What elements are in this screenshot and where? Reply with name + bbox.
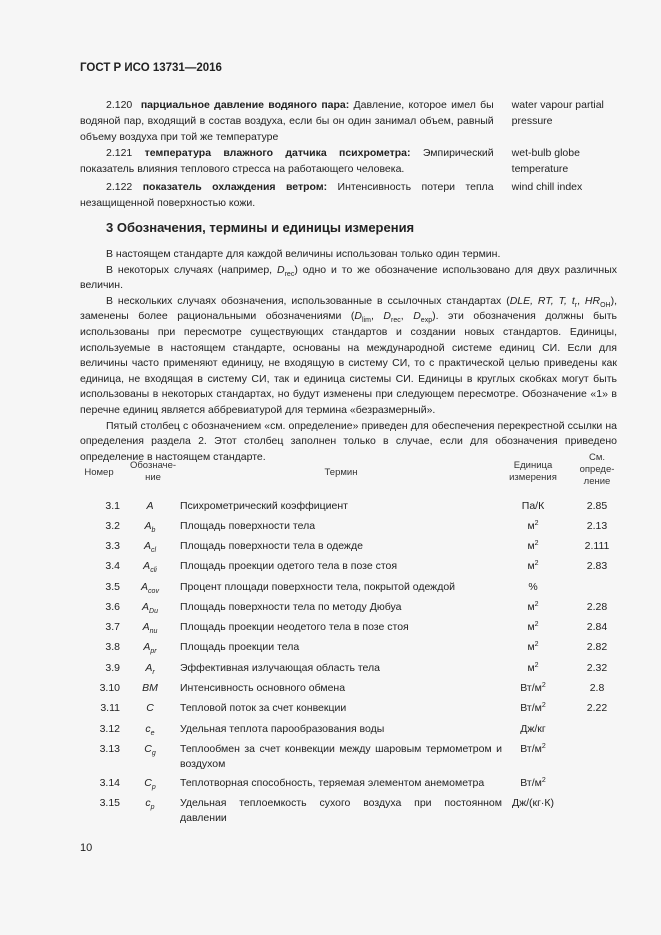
definition-english: water vapour partial pressure [511, 99, 604, 127]
row-term: Интенсивность основного обмена [180, 682, 346, 694]
row-symbol: $A_b$ [144, 520, 156, 534]
row-term: Площадь проекции тела [180, 641, 300, 653]
row-reference: 2.84 [586, 621, 608, 633]
definition-number: 2.122 [106, 181, 133, 193]
row-number: 3.14 [99, 777, 120, 789]
row-number: 3.4 [105, 560, 120, 572]
row-unit: $Вт/м^2$ [520, 777, 546, 789]
row-term: Удельная теплоемкость сухого воздуха при постоянном давлении [180, 797, 502, 824]
row-term: Процент площади поверхности тела, покрытой одеждой [180, 581, 456, 593]
header-reference: См. опреде-ление [579, 452, 615, 487]
row-number: 3.12 [99, 723, 120, 735]
row-symbol: $A_{cl}$ [143, 540, 157, 554]
definition-term: температура влажного датчика психрометра: [144, 147, 411, 159]
row-reference: 2.83 [586, 560, 608, 572]
row-term: Удельная теплота парообразования воды [180, 723, 385, 735]
definition-number: 2.120 [106, 99, 133, 111]
row-term: Площадь поверхности тела по методу Дюбуа [180, 601, 402, 613]
row-reference: 2.28 [586, 601, 608, 613]
paragraph-1: В настоящем стандарте для каждой величины использован только один термин. [106, 248, 501, 260]
row-reference: 2.32 [586, 662, 608, 674]
row-unit: $м^2$ [527, 560, 539, 572]
row-symbol: BM [142, 682, 158, 694]
row-symbol: $A_{Du}$ [142, 601, 158, 615]
document-header: ГОСТ Р ИСО 13731—2016 [80, 62, 222, 74]
row-unit: $Вт/м^2$ [520, 743, 546, 755]
row-unit: $м^2$ [527, 621, 539, 633]
definition-text: Давление, которое имел бы водяной пар, входящий в состав воздуха, если бы он один занимал объем, равный объему воздуха при той же температуре [80, 99, 494, 143]
paragraph-2: В некоторых случаях (например, $D_{rec}$) одно и то же обозначение использовано для двух различных величин. [80, 263, 617, 292]
row-symbol: $C_g$ [144, 743, 156, 757]
row-symbol: A [146, 500, 154, 512]
row-number: 3.9 [105, 662, 120, 674]
row-term: Психрометрический коэффициент [180, 500, 348, 512]
row-unit: Дж/(кг·К) [511, 797, 555, 809]
row-unit: $м^2$ [527, 540, 539, 552]
row-symbol: $C_p$ [144, 777, 156, 791]
header-number: Номер [84, 467, 114, 478]
row-term: Теплообмен за счет конвекции между шаровым термометром и воздухом [180, 743, 502, 770]
paragraph-4: Пятый столбец с обозначением «см. определение» приведен для обеспечения перекрестной ссылки на определения раздела 2. Этот столбец заполнен только в случае, если для обозначения приведено определение в настоящем стандарте. [80, 419, 617, 463]
row-symbol: $A_{cov}$ [141, 581, 159, 595]
row-unit: % [528, 581, 538, 593]
row-term: Площадь поверхности тела в одежде [180, 540, 363, 552]
row-term: Площадь поверхности тела [180, 520, 316, 532]
definition-2-120 [80, 97, 620, 145]
row-unit: $Вт/м^2$ [520, 702, 546, 714]
row-reference: 2.13 [586, 520, 608, 532]
row-term: Теплотворная способность, теряемая элементом анемометра [180, 777, 485, 789]
row-term: Эффективная излучающая область тела [180, 662, 381, 674]
row-reference: 2.22 [586, 702, 608, 714]
row-unit: $Вт/м^2$ [520, 682, 546, 694]
page-number: 10 [80, 842, 93, 854]
definition-2-121 [80, 145, 620, 177]
row-symbol: $A_{pr}$ [143, 641, 157, 655]
row-number: 3.2 [105, 520, 120, 532]
table-header [78, 452, 618, 494]
row-unit: $м^2$ [527, 601, 539, 613]
definition-number: 2.121 [106, 147, 133, 159]
row-number: 3.8 [105, 641, 120, 653]
row-number: 3.15 [99, 797, 120, 809]
row-unit: Дж/кг [520, 723, 546, 735]
definition-text: Эмпирический показатель влияния теплового стресса на работающего человека. [80, 147, 494, 175]
paragraph-3: В нескольких случаях обозначения, использованные в ссылочных стандартах (DLE, RT, T, $t_r$, $HR_{OH}$), заменены более рациональными обозначениями ($D_{lim}$, $D_{rec}$, $D_{exp}$). эти обозначения должны быть использованы при пересмотре существующих стандартов и создании новых стандартов. Единицы, используемые в настоящем стандарте, основаны на международной системе единиц СИ. Если для величины часто применяют единицу, не входящую в систему СИ, то с практической целью приведены как единица, не входящая в систему СИ, так и единица системы СИ. Единицы в круглых скобках могут быть использованы в некоторых стандартах, но будут изменены при следующем пересмотре. Обозначение «1» в перечне единиц является аббревиатурой для термина «безразмерный». [80, 294, 617, 416]
row-number: 3.10 [99, 682, 120, 694]
section-title: 3 Обозначения, термины и единицы измерения [106, 220, 415, 235]
row-reference: 2.111 [584, 540, 610, 552]
row-number: 3.5 [105, 581, 120, 593]
section-intro [80, 247, 617, 465]
row-reference: 2.82 [586, 641, 608, 653]
row-term: Площадь проекции одетого тела в позе стоя [180, 560, 398, 572]
row-unit: Па/К [521, 500, 545, 512]
row-symbol: $A_r$ [145, 662, 155, 676]
definition-term: показатель охлаждения ветром: [142, 181, 328, 193]
row-number: 3.11 [100, 702, 120, 714]
definition-term: парциальное давление водяного пара: [140, 99, 350, 111]
row-unit: $м^2$ [527, 641, 539, 653]
row-reference: 2.8 [589, 682, 605, 694]
row-term: Тепловой поток за счет конвекции [180, 702, 347, 714]
row-symbol: $A_{cli}$ [143, 560, 157, 574]
row-number: 3.6 [105, 601, 120, 613]
definition-english: wind chill index [511, 181, 583, 193]
row-number: 3.1 [105, 500, 120, 512]
row-unit: $м^2$ [527, 520, 539, 532]
header-unit: Единица измерения [509, 460, 557, 483]
header-symbol: Обозначе-ние [129, 460, 177, 483]
row-reference: 2.85 [586, 500, 608, 512]
row-term: Площадь проекции неодетого тела в позе стоя [180, 621, 409, 633]
row-symbol: $c_e$ [145, 723, 155, 737]
header-term: Термин [324, 467, 358, 478]
definition-text: Интенсивность потери тепла незащищенной поверхностью кожи. [80, 181, 494, 209]
row-symbol: C [146, 702, 154, 714]
row-number: 3.13 [99, 743, 120, 755]
row-unit: $м^2$ [527, 662, 539, 674]
definition-2-122 [80, 179, 620, 211]
row-number: 3.3 [105, 540, 120, 552]
row-number: 3.7 [105, 621, 120, 633]
definition-english: wet-bulb globe temperature [511, 147, 580, 175]
row-symbol: $A_{nu}$ [142, 621, 158, 635]
row-symbol: $c_p$ [145, 797, 155, 811]
